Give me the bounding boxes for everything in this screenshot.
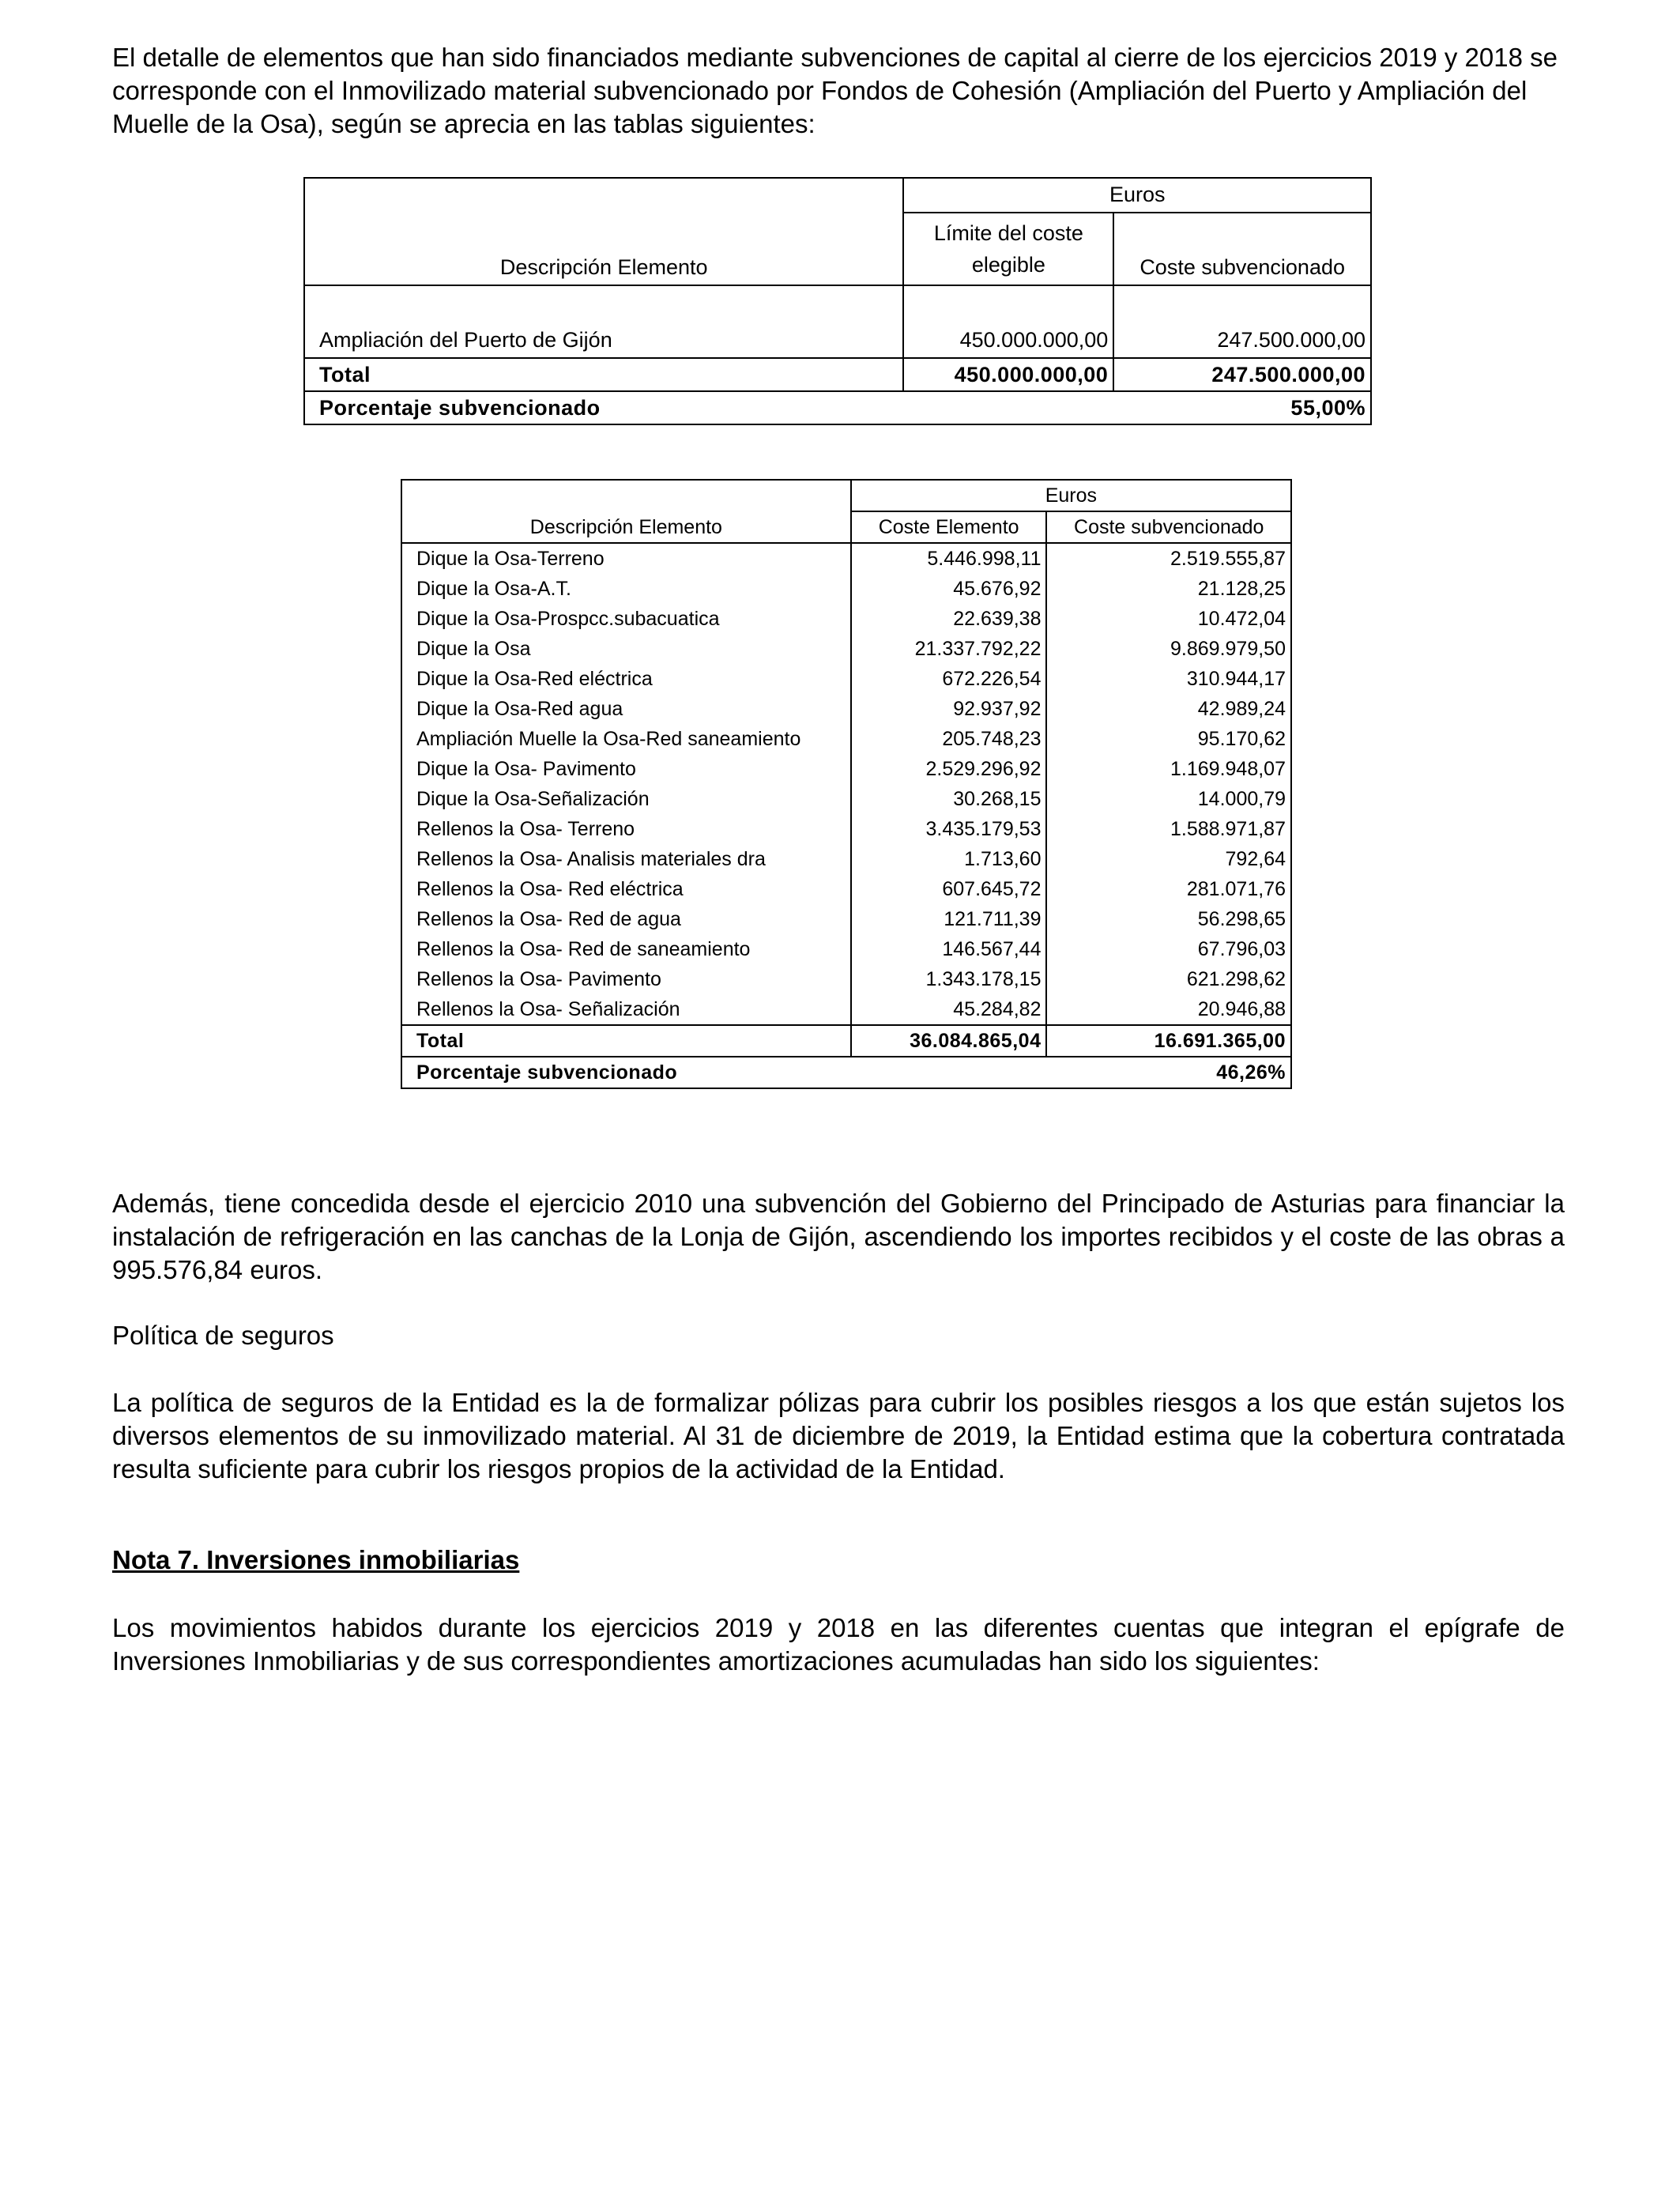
table-row xyxy=(401,904,1291,934)
table-row xyxy=(401,844,1291,874)
table-row xyxy=(401,543,1291,574)
table2-body xyxy=(401,543,1291,1025)
table2-cell-cost: 607.645,72 xyxy=(851,874,1047,904)
table1-total-subsidized: 247.500.000,00 xyxy=(1113,358,1371,391)
table2-cell-cost: 672.226,54 xyxy=(851,664,1047,694)
table1-header-euros: Euros xyxy=(903,178,1371,213)
table2-cell-cost: 30.268,15 xyxy=(851,784,1047,814)
note7-title: Nota 7. Inversiones inmobiliarias xyxy=(112,1545,520,1574)
table2-cell-cost: 22.639,38 xyxy=(851,604,1047,634)
table2-cell-desc: Ampliación Muelle la Osa-Red saneamiento xyxy=(401,724,851,754)
table2-cell-subsidized: 20.946,88 xyxy=(1046,994,1291,1025)
table1-percentage-spacer xyxy=(903,391,1113,424)
subsidy-asturias-paragraph: Además, tiene concedida desde el ejercicio 2010 una subvención del Gobierno del Principado de Asturias para financiar la instalación de refrigeración en las canchas de la Lonja de Gijón, ascendiendo los importes recibidos y el coste de las obras a 995.576,84 euros. xyxy=(112,1189,1565,1284)
table2-cell-subsidized: 1.169.948,07 xyxy=(1046,754,1291,784)
intro-paragraph: El detalle de elementos que han sido financiados mediante subvenciones de capital al cierre de los ejercicios 2019 y 2018 se corresponde con el Inmovilizado material subvencionado por Fondos de Cohesión (Ampliación del Puerto y Ampliación del Muelle de la Osa), según se aprecia en las tablas siguientes: xyxy=(112,43,1558,138)
table2-header-description: Descripción Elemento xyxy=(401,480,851,543)
table-row xyxy=(401,754,1291,784)
table-row xyxy=(401,694,1291,724)
table2-cell-desc: Dique la Osa- Pavimento xyxy=(401,754,851,784)
table2-cell-desc: Dique la Osa-Señalización xyxy=(401,784,851,814)
table2-cell-cost: 21.337.792,22 xyxy=(851,634,1047,664)
table2-cell-subsidized: 10.472,04 xyxy=(1046,604,1291,634)
table2-cell-desc: Dique la Osa-Prospcc.subacuatica xyxy=(401,604,851,634)
table2-cell-cost: 121.711,39 xyxy=(851,904,1047,934)
table2-cell-desc: Rellenos la Osa- Red eléctrica xyxy=(401,874,851,904)
table-row xyxy=(401,964,1291,994)
table1-total-label: Total xyxy=(304,358,903,391)
note7-paragraph: Los movimientos habidos durante los ejercicios 2019 y 2018 en las diferentes cuentas que integran el epígrafe de Inversiones Inmobiliarias y de sus correspondientes amortizaciones acumuladas han sido los siguientes: xyxy=(112,1613,1565,1676)
table2-cell-cost: 205.748,23 xyxy=(851,724,1047,754)
table2-cell-subsidized: 792,64 xyxy=(1046,844,1291,874)
table2-cell-desc: Rellenos la Osa- Pavimento xyxy=(401,964,851,994)
table2-cell-subsidized: 2.519.555,87 xyxy=(1046,543,1291,574)
table-osa-elements xyxy=(401,479,1292,1089)
table2-cell-cost: 1.343.178,15 xyxy=(851,964,1047,994)
table2-cell-subsidized: 67.796,03 xyxy=(1046,934,1291,964)
table2-cell-desc: Dique la Osa xyxy=(401,634,851,664)
policy-paragraph: La política de seguros de la Entidad es la de formalizar pólizas para cubrir los posibles riesgos a los que están sujetos los diversos elementos de su inmovilizado material. Al 31 de diciembre de 2019, la Entidad estima que la cobertura contratada resulta suficiente para cubrir los riesgos propios de la actividad de la Entidad. xyxy=(112,1388,1565,1483)
table2-cell-cost: 146.567,44 xyxy=(851,934,1047,964)
table-row xyxy=(401,634,1291,664)
table-row xyxy=(401,814,1291,844)
table2-cell-cost: 45.676,92 xyxy=(851,574,1047,604)
table2-total-label: Total xyxy=(401,1025,851,1057)
table2-cell-cost: 5.446.998,11 xyxy=(851,543,1047,574)
policy-title: Política de seguros xyxy=(112,1321,334,1350)
table1-row-subsidized: 247.500.000,00 xyxy=(1113,285,1371,358)
table-row xyxy=(401,934,1291,964)
table1-percentage-label: Porcentaje subvencionado xyxy=(304,391,903,424)
table2-cell-cost: 1.713,60 xyxy=(851,844,1047,874)
table2-cell-subsidized: 1.588.971,87 xyxy=(1046,814,1291,844)
table-row xyxy=(401,874,1291,904)
table2-cell-subsidized: 42.989,24 xyxy=(1046,694,1291,724)
table2-percentage-spacer xyxy=(851,1057,1047,1088)
table2-cell-subsidized: 281.071,76 xyxy=(1046,874,1291,904)
table2-cell-desc: Dique la Osa-A.T. xyxy=(401,574,851,604)
table2-cell-desc: Dique la Osa-Terreno xyxy=(401,543,851,574)
table2-cell-desc: Rellenos la Osa- Analisis materiales dra xyxy=(401,844,851,874)
table2-cell-subsidized: 310.944,17 xyxy=(1046,664,1291,694)
table2-header-subsidized: Coste subvencionado xyxy=(1046,511,1291,543)
table1-header-limit: Límite del coste elegible xyxy=(903,213,1113,285)
table2-cell-subsidized: 95.170,62 xyxy=(1046,724,1291,754)
table2-cell-cost: 45.284,82 xyxy=(851,994,1047,1025)
table1-percentage-value: 55,00% xyxy=(1113,391,1371,424)
table2-cell-subsidized: 21.128,25 xyxy=(1046,574,1291,604)
table-row xyxy=(401,604,1291,634)
table1-header-description: Descripción Elemento xyxy=(304,178,903,285)
table-row xyxy=(401,994,1291,1025)
table1-total-limit: 450.000.000,00 xyxy=(903,358,1113,391)
table-row xyxy=(401,784,1291,814)
table-puerto-subsidy xyxy=(303,177,1372,425)
table2-cell-desc: Rellenos la Osa- Terreno xyxy=(401,814,851,844)
table2-percentage-value: 46,26% xyxy=(1046,1057,1291,1088)
table2-cell-desc: Rellenos la Osa- Señalización xyxy=(401,994,851,1025)
table2-cell-subsidized: 14.000,79 xyxy=(1046,784,1291,814)
table1-header-subsidized: Coste subvencionado xyxy=(1113,213,1371,285)
table2-total-subsidized: 16.691.365,00 xyxy=(1046,1025,1291,1057)
table2-header-cost: Coste Elemento xyxy=(851,511,1047,543)
table2-percentage-label: Porcentaje subvencionado xyxy=(401,1057,851,1088)
table1-row-limit: 450.000.000,00 xyxy=(903,285,1113,358)
table2-cell-subsidized: 9.869.979,50 xyxy=(1046,634,1291,664)
table2-cell-cost: 3.435.179,53 xyxy=(851,814,1047,844)
table1-row-desc: Ampliación del Puerto de Gijón xyxy=(304,285,903,358)
table2-header-euros: Euros xyxy=(851,480,1291,511)
table2-cell-cost: 2.529.296,92 xyxy=(851,754,1047,784)
table2-cell-subsidized: 621.298,62 xyxy=(1046,964,1291,994)
table2-cell-subsidized: 56.298,65 xyxy=(1046,904,1291,934)
table2-total-cost: 36.084.865,04 xyxy=(851,1025,1047,1057)
table2-cell-cost: 92.937,92 xyxy=(851,694,1047,724)
table-row xyxy=(401,724,1291,754)
table-row xyxy=(401,574,1291,604)
table2-cell-desc: Rellenos la Osa- Red de saneamiento xyxy=(401,934,851,964)
table2-cell-desc: Rellenos la Osa- Red de agua xyxy=(401,904,851,934)
table2-cell-desc: Dique la Osa-Red agua xyxy=(401,694,851,724)
table2-cell-desc: Dique la Osa-Red eléctrica xyxy=(401,664,851,694)
table-row xyxy=(401,664,1291,694)
